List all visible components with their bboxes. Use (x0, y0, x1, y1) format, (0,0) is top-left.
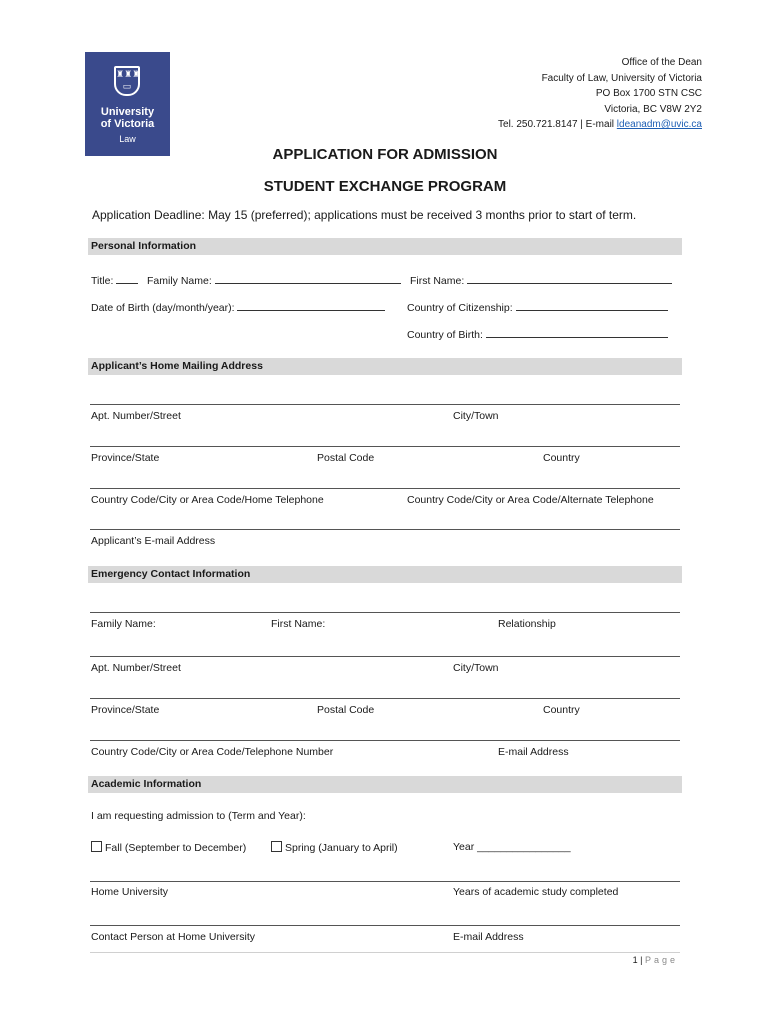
fall-checkbox[interactable] (91, 841, 102, 852)
citizenship-field[interactable] (407, 300, 668, 314)
address-line-1: Office of the Dean (621, 57, 702, 68)
footer-separator: | (637, 955, 645, 965)
address-line-4: Victoria, BC V8W 2Y2 (604, 103, 702, 115)
birth-country-field[interactable] (407, 327, 668, 341)
province-line[interactable] (90, 446, 680, 447)
applicant-email-label: Applicant’s E-mail Address (91, 535, 216, 547)
dob-label: Date of Birth (day/month/year): (91, 302, 235, 314)
home-telephone-label: Country Code/City or Area Code/Home Telephone (91, 494, 324, 506)
emergency-street-label: Apt. Number/Street (91, 662, 181, 674)
email-link[interactable]: ldeanadm@uvic.ca (616, 119, 702, 130)
year-field[interactable]: Year ________________ (453, 841, 571, 853)
dob-field[interactable] (91, 300, 385, 314)
form-title: APPLICATION FOR ADMISSION (272, 146, 498, 163)
telephone-text: Tel. 250.721.8147 | E-mail (498, 119, 617, 130)
applicant-email-line[interactable] (90, 529, 680, 530)
birth-country-label: Country of Birth: (407, 329, 483, 341)
footer-divider (90, 952, 680, 953)
emergency-email-label: E-mail Address (498, 746, 569, 758)
first-name-label: First Name: (410, 275, 465, 287)
relationship-label: Relationship (498, 618, 556, 630)
telephone-line[interactable] (90, 488, 680, 489)
deadline-text: Application Deadline: May 15 (preferred); applications must be received 3 months prior to start of term. (92, 208, 637, 222)
province-label: Province/State (91, 452, 160, 464)
contact-email-label: E-mail Address (453, 931, 524, 943)
birth-country-blank[interactable] (486, 327, 668, 338)
spring-option[interactable] (271, 841, 398, 854)
emergency-first-name-label: First Name: (271, 618, 326, 630)
contact-person-label: Contact Person at Home University (91, 931, 255, 943)
first-name-blank[interactable] (467, 273, 672, 284)
dean-office-address (498, 55, 702, 133)
citizenship-label: Country of Citizenship: (407, 302, 513, 314)
emergency-name-line[interactable] (90, 612, 680, 613)
emergency-telephone-line[interactable] (90, 740, 680, 741)
emergency-province-line[interactable] (90, 698, 680, 699)
logo-line-3: Law (119, 134, 136, 144)
family-name-field[interactable] (147, 273, 401, 287)
spring-checkbox[interactable] (271, 841, 282, 852)
home-university-label: Home University (91, 886, 169, 898)
postal-code-label: Postal Code (317, 452, 375, 464)
dob-blank[interactable] (237, 300, 385, 311)
emergency-telephone-label: Country Code/City or Area Code/Telephone Number (91, 746, 334, 758)
emergency-city-label: City/Town (453, 662, 499, 674)
emergency-family-name-label: Family Name: (91, 618, 156, 630)
emergency-province-label: Province/State (91, 704, 160, 716)
contact-line (498, 117, 702, 133)
title-field[interactable] (91, 273, 138, 287)
contact-person-line[interactable] (90, 925, 680, 926)
crest-icon: ♜♜♜ ▭ (114, 66, 140, 96)
logo-line-2: of Victoria (100, 118, 155, 130)
emergency-street-line[interactable] (90, 656, 680, 657)
requesting-admission-text: I am requesting admission to (Term and Year): (91, 810, 306, 822)
emergency-postal-code-label: Postal Code (317, 704, 375, 716)
emergency-country-label: Country (543, 704, 580, 716)
section-personal-information: Personal Information (88, 238, 682, 255)
section-emergency-contact: Emergency Contact Information (88, 566, 682, 583)
page-number: 1 (632, 955, 638, 965)
logo-line-1: University (100, 106, 155, 118)
university-logo (85, 52, 170, 156)
page-word: Page (644, 955, 678, 965)
family-name-blank[interactable] (215, 273, 401, 284)
spring-label: Spring (January to April) (285, 842, 398, 854)
alternate-telephone-label: Country Code/City or Area Code/Alternate Telephone (407, 494, 654, 506)
section-academic-information: Academic Information (88, 776, 682, 793)
page-footer (633, 955, 678, 965)
form-subtitle: STUDENT EXCHANGE PROGRAM (263, 178, 507, 195)
street-line[interactable] (90, 404, 680, 405)
home-university-line[interactable] (90, 881, 680, 882)
years-completed-label: Years of academic study completed (453, 886, 619, 898)
first-name-field[interactable] (410, 273, 672, 287)
address-line-2: Faculty of Law, University of Victoria (541, 72, 702, 84)
fall-label: Fall (September to December) (105, 842, 247, 854)
title-blank[interactable] (116, 273, 138, 284)
logo-text (85, 106, 170, 130)
country-label: Country (543, 452, 580, 464)
title-label: Title: (91, 275, 114, 287)
fall-option[interactable] (91, 841, 246, 854)
family-name-label: Family Name: (147, 275, 212, 287)
section-home-address: Applicant’s Home Mailing Address (88, 358, 682, 375)
city-label: City/Town (453, 410, 499, 422)
citizenship-blank[interactable] (516, 300, 668, 311)
address-line-3: PO Box 1700 STN CSC (595, 88, 702, 99)
street-label: Apt. Number/Street (91, 410, 181, 422)
